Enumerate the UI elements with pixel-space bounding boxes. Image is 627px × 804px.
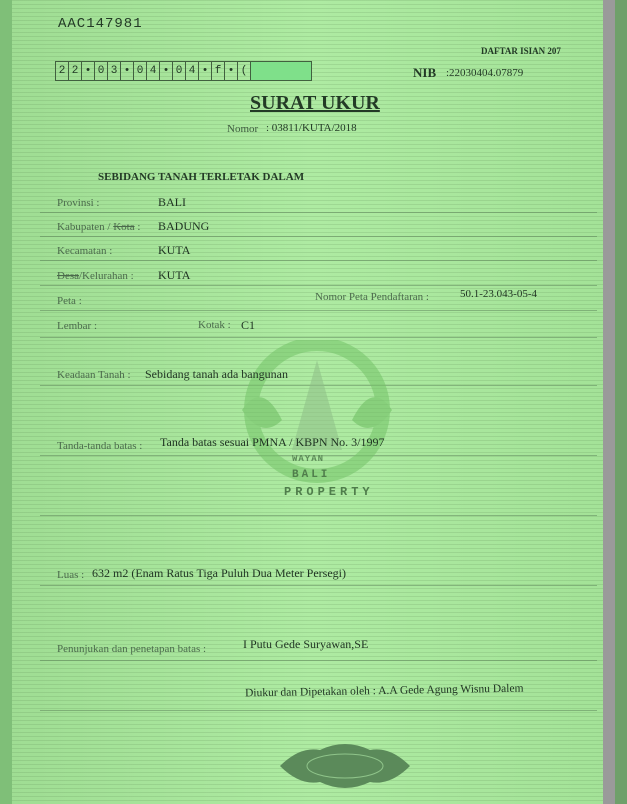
code-box-cell: • <box>121 62 134 80</box>
code-box-cell: 2 <box>56 62 69 80</box>
keadaan-value: Sebidang tanah ada bangunan <box>145 367 288 381</box>
document-title: SURAT UKUR <box>250 92 380 114</box>
watermark-line3: PROPERTY <box>284 485 374 499</box>
diukur-line: Diukur dan Dipetakan oleh : A.A Gede Agung Wisnu Dalem <box>244 682 524 700</box>
watermark-line2: BALI <box>292 469 331 481</box>
watermark-line1: WAYAN <box>292 454 325 464</box>
nomor-peta-label: Nomor Peta Pendaftaran : <box>315 291 429 303</box>
code-boxes <box>55 61 312 81</box>
kecamatan-label: Kecamatan : <box>57 245 113 257</box>
kecamatan-value: KUTA <box>158 243 191 257</box>
code-box-cell: 4 <box>186 62 199 80</box>
code-box-cell: 0 <box>134 62 147 80</box>
redacted-cells <box>251 62 311 80</box>
kelurahan-label: Desa/Kelurahan : <box>57 270 134 282</box>
nomor-value: : 03811/KUTA/2018 <box>266 122 357 134</box>
luas-value: 632 m2 (Enam Ratus Tiga Puluh Dua Meter Persegi) <box>92 566 346 580</box>
nomor-peta-value: 50.1-23.043-05-4 <box>460 288 537 300</box>
page-edge-shadow <box>603 0 615 804</box>
kabupaten-label: Kabupaten / Kota : <box>57 221 141 233</box>
kotak-label: Kotak : <box>198 319 231 331</box>
nib-value: :22030404.07879 <box>446 67 524 79</box>
nomor-label: Nomor <box>227 123 259 135</box>
peta-label: Peta : <box>57 295 82 307</box>
keadaan-label: Keadaan Tanah : <box>57 369 131 381</box>
code-box-cell: • <box>82 62 95 80</box>
section-heading: SEBIDANG TANAH TERLETAK DALAM <box>98 171 305 183</box>
luas-label: Luas : <box>57 569 85 581</box>
lembar-label: Lembar : <box>57 320 98 332</box>
provinsi-value: BALI <box>158 195 186 209</box>
penunjukan-value: I Putu Gede Suryawan,SE <box>243 637 369 651</box>
provinsi-label: Provinsi : <box>57 197 100 209</box>
code-box-cell: 4 <box>147 62 160 80</box>
penunjukan-label: Penunjukan dan penetapan batas : <box>57 643 207 655</box>
watermark-emblem-icon <box>222 340 412 490</box>
kabupaten-value: BADUNG <box>158 219 210 233</box>
serial-number: AAC147981 <box>58 16 143 32</box>
code-box-cell: ( <box>238 62 251 80</box>
code-box-cell: 0 <box>173 62 186 80</box>
nib-label: NIB <box>413 65 437 80</box>
code-box-cell: • <box>199 62 212 80</box>
code-box-cell: f <box>212 62 225 80</box>
tanda-batas-label: Tanda-tanda batas : <box>57 440 143 452</box>
kelurahan-value: KUTA <box>158 268 191 282</box>
kotak-value: C1 <box>241 318 256 332</box>
code-box-cell: • <box>225 62 238 80</box>
tanda-batas-value: Tanda batas sesuai PMNA / KBPN No. 3/1997 <box>160 435 385 449</box>
code-box-cell: • <box>160 62 173 80</box>
security-seal-icon <box>275 738 415 794</box>
code-box-cell: 0 <box>95 62 108 80</box>
code-box-cell: 3 <box>108 62 121 80</box>
code-box-cell: 2 <box>69 62 82 80</box>
form-code: DAFTAR ISIAN 207 <box>481 46 561 56</box>
